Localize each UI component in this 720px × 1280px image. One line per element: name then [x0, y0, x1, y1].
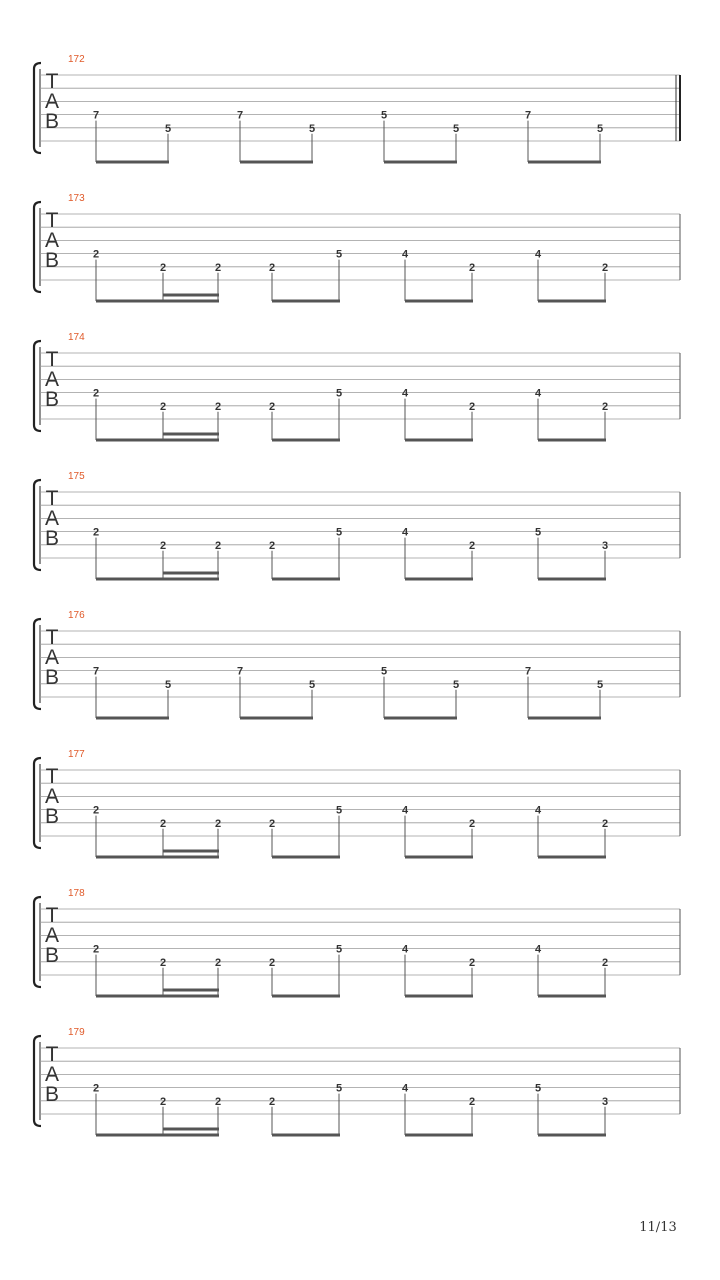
tab-clef-letter: T [45, 348, 59, 371]
fret-number: 2 [159, 817, 167, 830]
note-beam [272, 1134, 340, 1137]
note-beam [272, 578, 340, 581]
fret-number: 2 [92, 387, 100, 400]
fret-number: 2 [159, 539, 167, 552]
tab-clef-letter: A [44, 646, 60, 669]
fret-number: 2 [159, 261, 167, 274]
tab-clef-letter: T [45, 626, 59, 649]
fret-number: 2 [92, 804, 100, 817]
fret-number: 2 [214, 261, 222, 274]
tab-clef-letter: T [45, 904, 59, 927]
sixteenth-beam [163, 989, 219, 992]
note-beam [405, 995, 473, 998]
sixteenth-beam [163, 433, 219, 436]
fret-number: 5 [335, 387, 343, 400]
fret-number: 5 [596, 122, 604, 135]
tab-clef-letter: A [44, 229, 60, 252]
fret-number: 5 [308, 678, 316, 691]
sixteenth-beam [163, 294, 219, 297]
note-beam [96, 300, 219, 303]
fret-number: 2 [468, 956, 476, 969]
fret-number: 7 [236, 109, 244, 122]
sixteenth-beam [163, 1128, 219, 1131]
fret-number: 5 [534, 526, 542, 539]
fret-number: 5 [335, 943, 343, 956]
fret-number: 2 [159, 1095, 167, 1108]
fret-number: 2 [268, 261, 276, 274]
page-number: 11/13 [639, 1220, 677, 1235]
note-beam [96, 161, 169, 164]
tab-clef-letter: B [44, 110, 60, 133]
note-beam [405, 856, 473, 859]
tab-clef-letter: A [44, 368, 60, 391]
fret-number: 2 [92, 943, 100, 956]
tab-clef-letter: B [44, 666, 60, 689]
note-beam [240, 161, 313, 164]
sixteenth-beam [163, 850, 219, 853]
note-beam [528, 161, 601, 164]
tab-clef-letter: B [44, 944, 60, 967]
measure-number: 179 [68, 1027, 85, 1038]
fret-number: 5 [534, 1082, 542, 1095]
tab-clef-letter: B [44, 249, 60, 272]
fret-number: 5 [596, 678, 604, 691]
tab-clef-letter: T [45, 1043, 59, 1066]
fret-number: 7 [236, 665, 244, 678]
note-beam [272, 439, 340, 442]
fret-number: 2 [268, 539, 276, 552]
note-beam [528, 717, 601, 720]
fret-number: 2 [214, 1095, 222, 1108]
fret-number: 5 [335, 804, 343, 817]
tab-clef-letter: A [44, 90, 60, 113]
fret-number: 3 [601, 1095, 609, 1108]
fret-number: 2 [92, 1082, 100, 1095]
fret-number: 5 [452, 678, 460, 691]
note-beam [405, 439, 473, 442]
tab-clef-letter: T [45, 209, 59, 232]
note-beam [384, 717, 457, 720]
note-beam [272, 856, 340, 859]
tab-clef-letter: B [44, 805, 60, 828]
fret-number: 4 [401, 387, 409, 400]
note-beam [240, 717, 313, 720]
fret-number: 2 [468, 817, 476, 830]
fret-number: 2 [214, 817, 222, 830]
tab-clef-letter: T [45, 70, 59, 93]
fret-number: 7 [524, 109, 532, 122]
fret-number: 4 [401, 1082, 409, 1095]
fret-number: 4 [401, 943, 409, 956]
fret-number: 4 [401, 526, 409, 539]
note-beam [96, 717, 169, 720]
tab-clef-letter: T [45, 487, 59, 510]
tab-clef-letter: A [44, 1063, 60, 1086]
tab-clef-letter: B [44, 388, 60, 411]
fret-number: 4 [401, 804, 409, 817]
fret-number: 2 [601, 261, 609, 274]
tab-clef-letter: A [44, 507, 60, 530]
fret-number: 5 [335, 526, 343, 539]
fret-number: 7 [92, 665, 100, 678]
fret-number: 2 [268, 956, 276, 969]
note-beam [538, 300, 606, 303]
fret-number: 4 [401, 248, 409, 261]
note-beam [538, 578, 606, 581]
note-beam [272, 995, 340, 998]
fret-number: 3 [601, 539, 609, 552]
measure-number: 172 [68, 54, 85, 65]
fret-number: 2 [268, 817, 276, 830]
note-beam [96, 856, 219, 859]
fret-number: 4 [534, 943, 542, 956]
note-beam [96, 439, 219, 442]
fret-number: 2 [214, 400, 222, 413]
fret-number: 2 [601, 817, 609, 830]
fret-number: 5 [452, 122, 460, 135]
tab-clef-letter: T [45, 765, 59, 788]
fret-number: 5 [335, 1082, 343, 1095]
note-beam [96, 578, 219, 581]
fret-number: 2 [159, 400, 167, 413]
note-beam [272, 300, 340, 303]
fret-number: 5 [164, 122, 172, 135]
fret-number: 2 [159, 956, 167, 969]
note-beam [538, 1134, 606, 1137]
fret-number: 2 [214, 539, 222, 552]
note-beam [538, 439, 606, 442]
measure-number: 177 [68, 749, 85, 760]
fret-number: 2 [268, 1095, 276, 1108]
tab-clef-letter: A [44, 785, 60, 808]
note-beam [538, 856, 606, 859]
note-beam [405, 300, 473, 303]
fret-number: 2 [601, 956, 609, 969]
fret-number: 2 [468, 1095, 476, 1108]
fret-number: 5 [335, 248, 343, 261]
measure-number: 173 [68, 193, 85, 204]
note-beam [405, 578, 473, 581]
note-beam [96, 1134, 219, 1137]
tab-clef-letter: B [44, 1083, 60, 1106]
fret-number: 2 [92, 526, 100, 539]
fret-number: 2 [601, 400, 609, 413]
fret-number: 4 [534, 387, 542, 400]
fret-number: 5 [380, 109, 388, 122]
fret-number: 2 [214, 956, 222, 969]
sixteenth-beam [163, 572, 219, 575]
measure-number: 174 [68, 332, 85, 343]
measure-number: 178 [68, 888, 85, 899]
fret-number: 5 [380, 665, 388, 678]
fret-number: 2 [92, 248, 100, 261]
fret-number: 5 [308, 122, 316, 135]
fret-number: 4 [534, 804, 542, 817]
note-beam [405, 1134, 473, 1137]
fret-number: 2 [468, 400, 476, 413]
fret-number: 5 [164, 678, 172, 691]
tab-clef-letter: B [44, 527, 60, 550]
fret-number: 2 [268, 400, 276, 413]
fret-number: 7 [92, 109, 100, 122]
fret-number: 7 [524, 665, 532, 678]
tab-clef-letter: A [44, 924, 60, 947]
note-beam [538, 995, 606, 998]
note-beam [96, 995, 219, 998]
fret-number: 2 [468, 261, 476, 274]
note-beam [384, 161, 457, 164]
measure-number: 176 [68, 610, 85, 621]
measure-number: 175 [68, 471, 85, 482]
fret-number: 2 [468, 539, 476, 552]
fret-number: 4 [534, 248, 542, 261]
